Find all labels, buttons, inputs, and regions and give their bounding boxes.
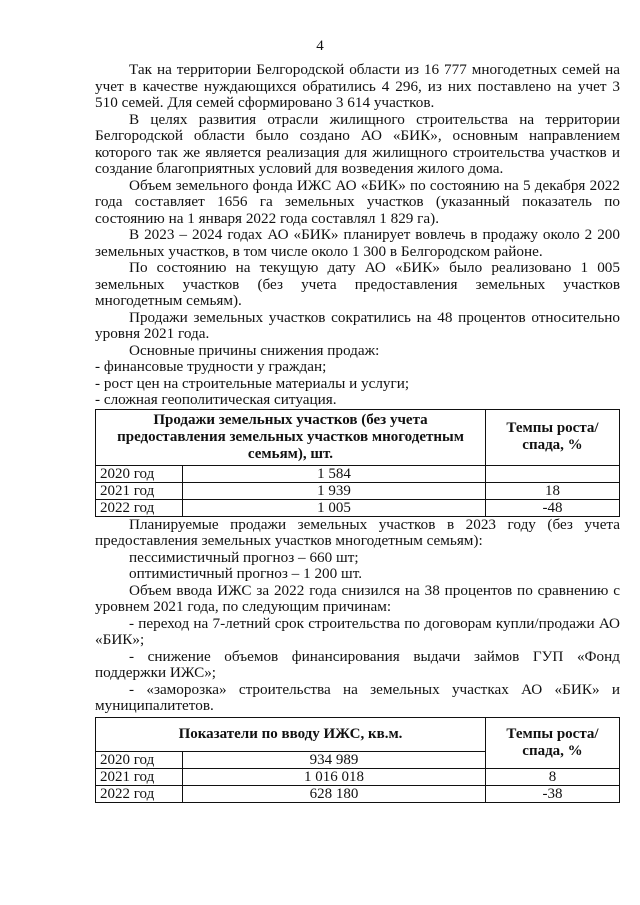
- forecast-item: пессимистичный прогноз – 660 шт;: [129, 548, 359, 566]
- table-row: [96, 768, 620, 785]
- table-cell-rate: -48: [486, 499, 620, 516]
- table-cell-year: 2020 год: [96, 751, 183, 768]
- reason-item: - переход на 7-летний срок строительства по договорам купли/продажи АО «БИК»;: [95, 614, 620, 648]
- table-cell-year: 2021 год: [96, 768, 183, 785]
- page-number: 4: [316, 38, 324, 54]
- izhs-table: [95, 717, 620, 803]
- table-cell-value: 1 939: [183, 482, 486, 499]
- table-header-main: Продажи земельных участков (без учета предоставления земельных участков многодетным семьям), шт.: [96, 409, 486, 465]
- reason-item: - «заморозка» строительства на земельных участках АО «БИК» и муниципалитетов.: [95, 680, 620, 714]
- paragraph-land-fund: Объем земельного фонда ИЖС АО «БИК» по состоянию на 5 декабря 2022 года составляет 1656 га земельных участков (указанный показатель по состоянию на 1 января 2022 года составлял 1 829 га).: [95, 176, 620, 227]
- paragraph-sold: По состоянию на текущую дату АО «БИК» было реализовано 1 005 земельных участков (без учета предоставления земельных участков многодетным семьям).: [95, 259, 620, 309]
- reason-item: - снижение объемов финансирования выдачи займов ГУП «Фонд поддержки ИЖС»;: [95, 647, 620, 681]
- table-cell-rate: [486, 465, 620, 482]
- paragraph-sales-plan: В 2023 – 2024 годах АО «БИК» планирует вовлечь в продажу около 2 200 земельных участков, в том числе около 1 300 в Белгородском районе.: [95, 226, 620, 260]
- table-cell-rate: 18: [486, 482, 620, 499]
- paragraph-reasons-heading: Основные причины снижения продаж:: [129, 341, 380, 359]
- reason-item: - финансовые трудности у граждан;: [95, 358, 327, 375]
- table-row: [96, 482, 620, 499]
- table-cell-value: 934 989: [183, 751, 486, 768]
- table-cell-rate: 8: [486, 768, 620, 785]
- table-row: [96, 785, 620, 802]
- paragraph-decline: Продажи земельных участков сократились на 48 процентов относительно уровня 2021 года.: [95, 308, 620, 342]
- sales-table: [95, 409, 620, 517]
- table-row: [96, 465, 620, 482]
- table-cell-value: 1 584: [183, 465, 486, 482]
- forecast-item: оптимистичный прогноз – 1 200 шт.: [129, 565, 363, 582]
- table-header-rate: Темпы роста/спада, %: [486, 409, 620, 465]
- table-header-rate: Темпы роста/спада, %: [486, 717, 620, 768]
- table-cell-year: 2022 год: [96, 785, 183, 802]
- table-header-row: [96, 409, 620, 465]
- paragraph-izhs: Объем ввода ИЖС за 2022 года снизился на 38 процентов по сравнению с уровнем 2021 года, по следующим причинам:: [95, 581, 620, 615]
- table-cell-value: 1 016 018: [183, 768, 486, 785]
- table-cell-year: 2021 год: [96, 482, 183, 499]
- paragraph-bik-creation: В целях развития отрасли жилищного строительства на территории Белгородской области было создано АО «БИК», основным направлением которого так же является реализация для жилищного строительства участков и создание благоприятных условий для возведения жилого дома.: [95, 110, 620, 177]
- table-cell-value: 1 005: [183, 499, 486, 516]
- table-cell-value: 628 180: [183, 785, 486, 802]
- reason-item: - рост цен на строительные материалы и услуги;: [95, 374, 410, 392]
- table-cell-rate: -38: [486, 785, 620, 802]
- document-body: [95, 62, 620, 803]
- table-header-row: [96, 717, 620, 751]
- paragraph-planned: Планируемые продажи земельных участков в 2023 году (без учета предоставления земельных участков многодетным семьям):: [95, 515, 620, 549]
- table-row: [96, 499, 620, 516]
- table-cell-year: 2022 год: [96, 499, 183, 516]
- table-cell-year: 2020 год: [96, 465, 183, 482]
- table-header-main: Показатели по вводу ИЖС, кв.м.: [96, 717, 486, 751]
- paragraph-families: Так на территории Белгородской области из 16 777 многодетных семей на учет в качестве нуждающихся обратились 4 296, из них поставлено на учет 3 510 семей. Для семей сформировано 3 614 участков.: [95, 61, 620, 111]
- reason-item: - сложная геополитическая ситуация.: [95, 391, 337, 408]
